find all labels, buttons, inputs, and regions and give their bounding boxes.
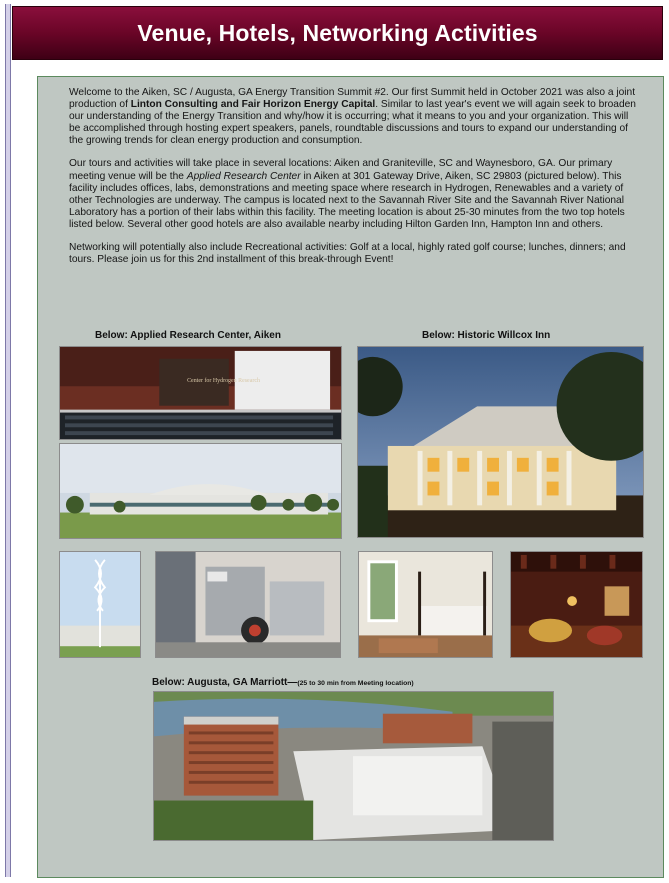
photo-inn-lounge <box>510 551 643 658</box>
page-banner <box>12 6 663 60</box>
organizers-bold: Linton Consulting and Fair Horizon Energy Capital <box>130 99 376 111</box>
intro-p2-text: Our tours and activities will take place in several locations: Aiken and Graniteville, SC and Waynesboro, GA. Our primary meeting venue will be the <box>69 158 613 182</box>
page-title: Venue, Hotels, Networking Activities <box>137 19 538 46</box>
intro-text <box>69 87 639 277</box>
photo-willcox-inn <box>357 346 644 538</box>
intro-p2-text-cont: in Aiken at 301 Gateway Drive, Aiken, SC 29803 (pictured below). This facility includes offices, labs, demonstrations and meeting space where research in Hydrogen, Renewables and a variety of other Technologies are underway. The campus is located next to the Savannah River Site and the Savannah River National Laboratory has a portion of their labs within this facility. The meeting location is about 25-30 minutes from the two top hotels listed below. Several other good hotels are also available nearby including Hilton Garden Inn, Hampton Inn and others. <box>69 170 625 230</box>
venue-italic: Applied Research Center <box>186 170 301 182</box>
intro-paragraph-3: Networking will potentially also include Recreational activities: Golf at a local, highly rated golf course; lunches, dinners; and tours. Please join us for this 2nd installment of this break-through Event! <box>69 242 626 266</box>
caption-willcox-inn: Below: Historic Willcox Inn <box>422 330 551 341</box>
left-margin-rule <box>5 4 11 877</box>
intro-paragraph-1 <box>69 87 639 147</box>
caption-marriott <box>152 677 414 688</box>
caption-marriott-title: Below: Augusta, GA Marriott— <box>152 677 298 688</box>
photo-marriott-aerial <box>153 691 554 841</box>
auditorium-sign-text: Center for Hydrogen Research <box>187 378 260 385</box>
intro-p1-text: Welcome to the Aiken, SC / Augusta, GA Energy Transition Summit #2. Our first Summit held in October 2021 was also a joint production of <box>69 87 636 111</box>
photo-auditorium <box>59 346 342 440</box>
caption-marriott-note: (25 to 30 min from Meeting location) <box>297 680 414 687</box>
photo-arc-exterior <box>59 443 342 539</box>
photo-wind-turbine <box>59 551 141 658</box>
intro-p1-text-cont: . Similar to last year's event we will again seek to broaden our understanding of the Energy Transition and why/how it is occurring; what it means to you and your organization. This will be accomplished through hosting expert speakers, panels, roundtable discussions and tours to expand our understanding of the growing trends for clean energy production and consumption. <box>69 99 636 147</box>
photo-lab-equipment <box>155 551 341 658</box>
caption-applied-research-center: Below: Applied Research Center, Aiken <box>95 330 281 341</box>
intro-paragraph-2 <box>69 158 639 231</box>
photo-inn-bedroom <box>358 551 493 658</box>
